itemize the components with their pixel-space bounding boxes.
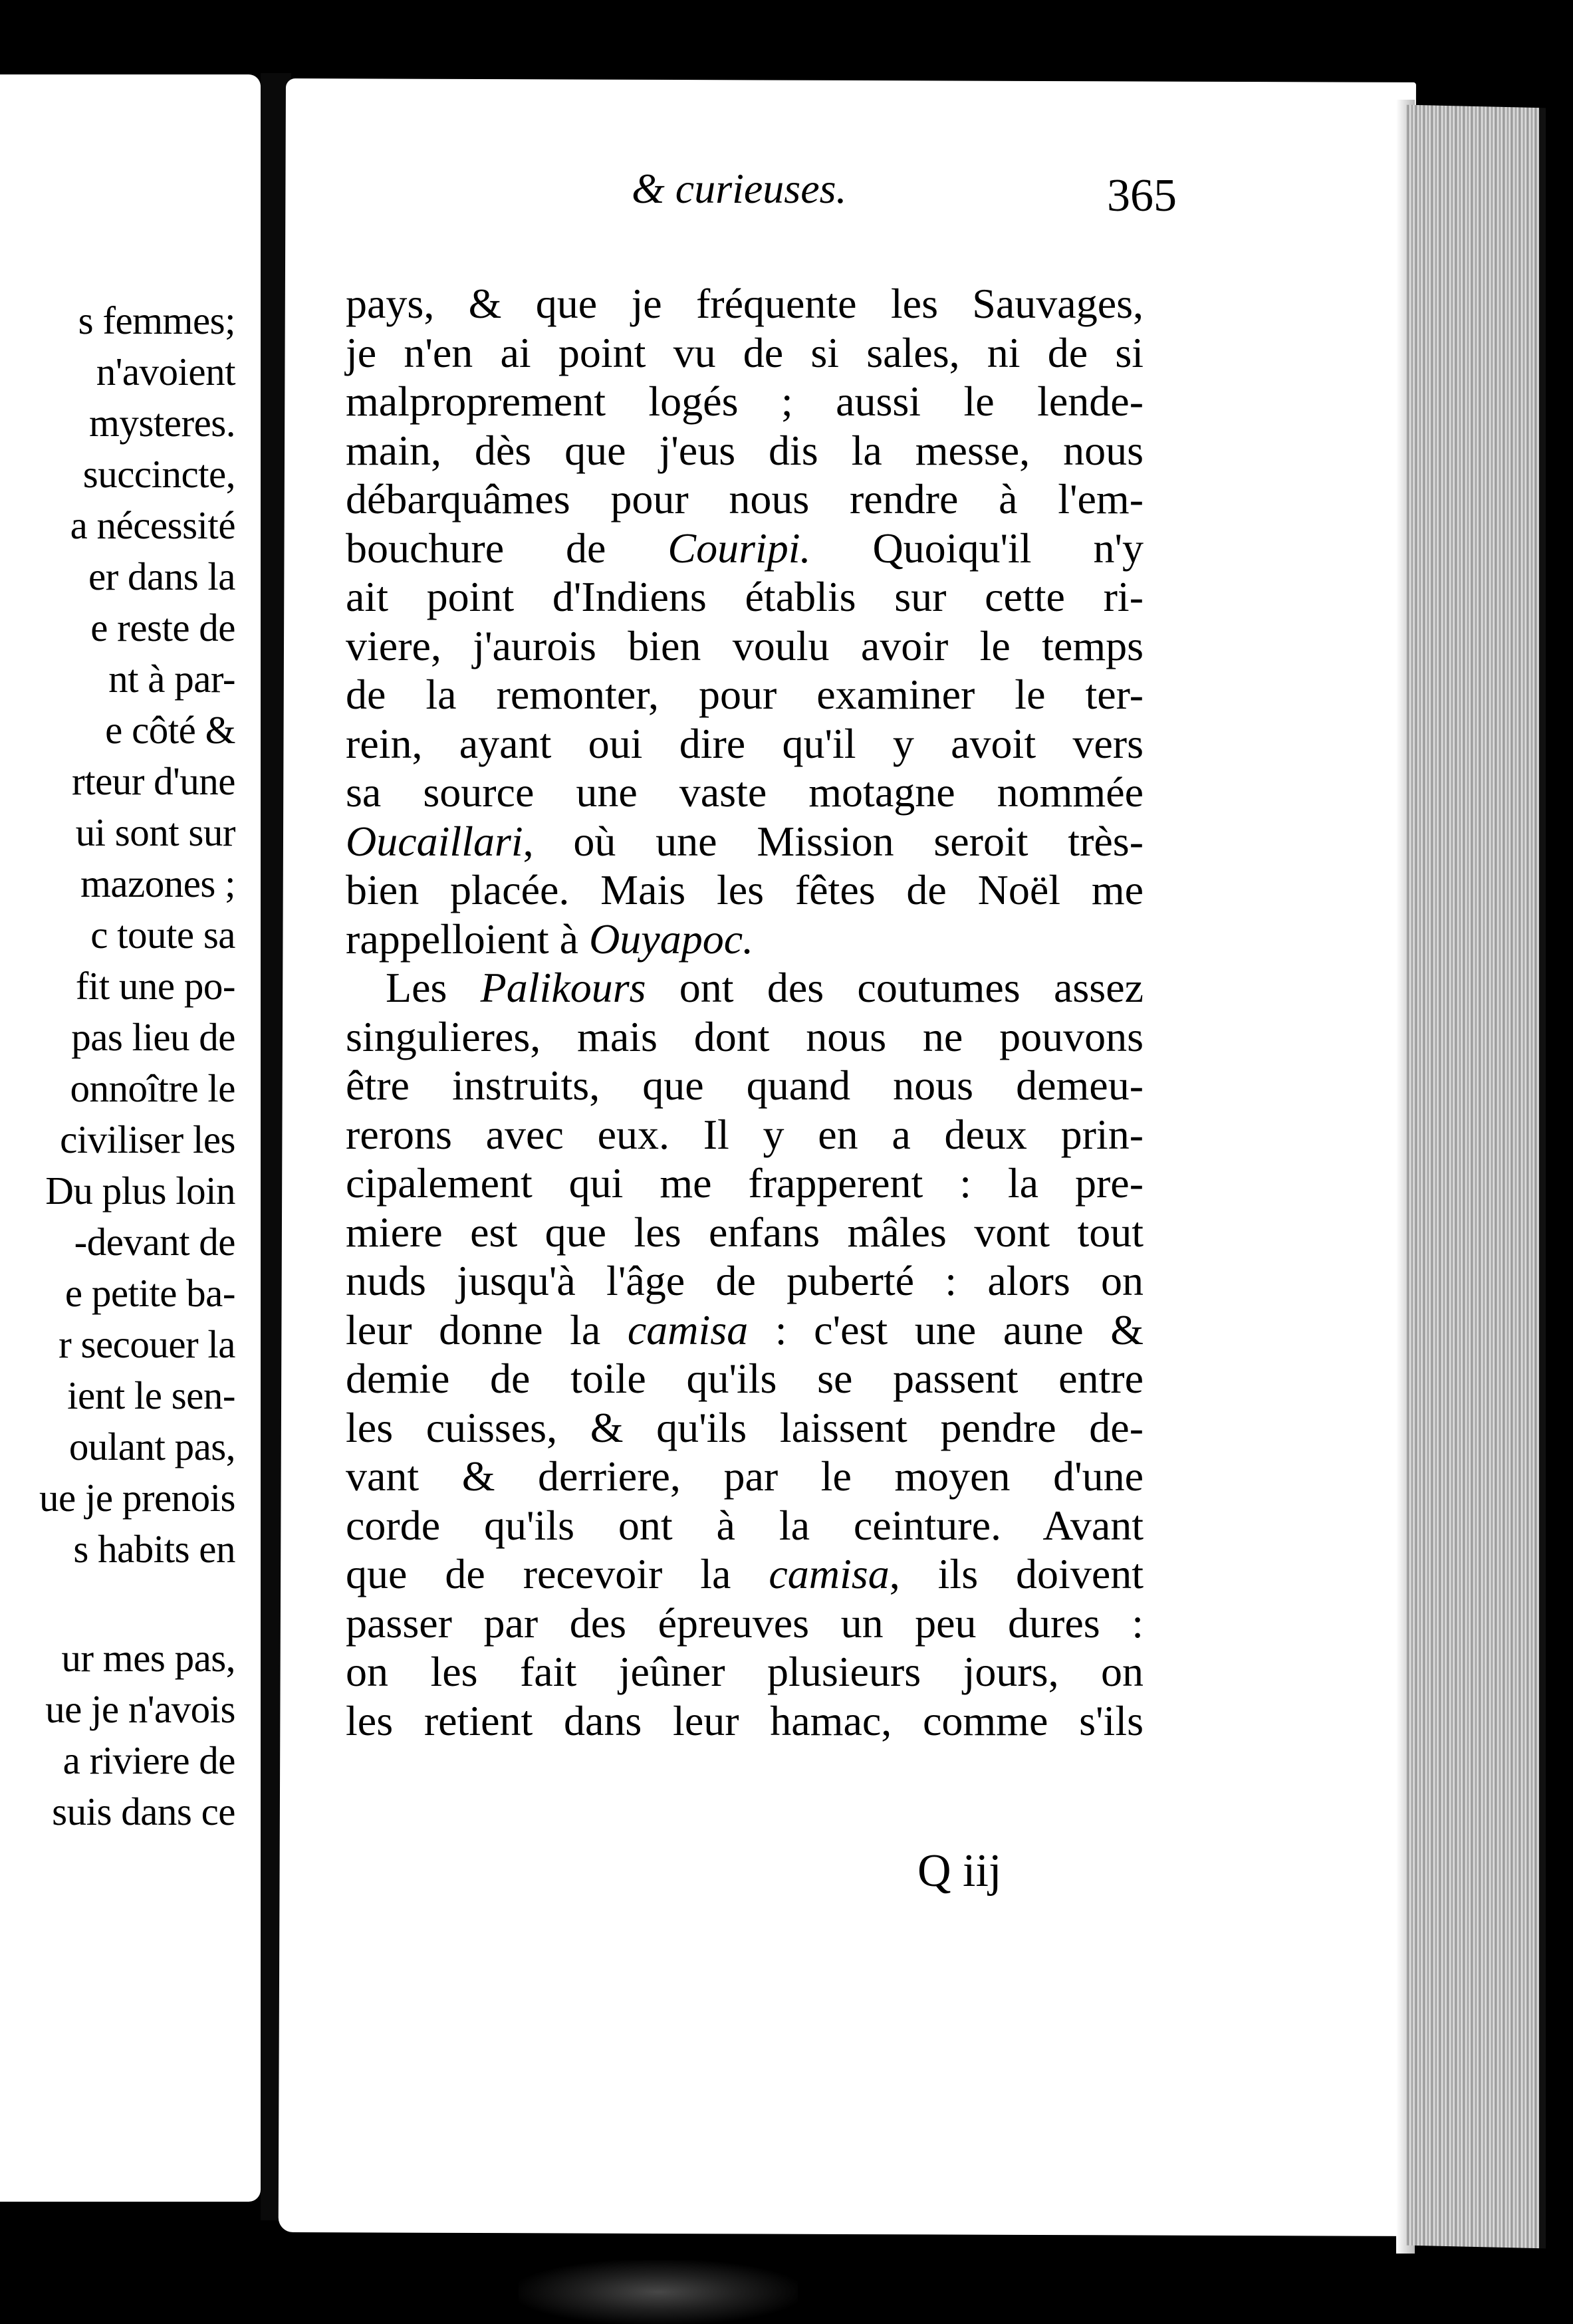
left-page-line: fit une po- [75, 964, 235, 1008]
page-header [346, 156, 1230, 229]
text-line: Oucaillari, où une Mission seroit très- [346, 817, 1144, 865]
left-page-line: suis dans ce [52, 1790, 235, 1833]
left-page-line: onnoître le [70, 1066, 235, 1110]
left-page-line: a nécessité [70, 503, 235, 547]
text-line: singulieres, mais dont nous ne pouvons [346, 1012, 1144, 1060]
text-line: rerons avec eux. Il y en a deux prin- [346, 1110, 1144, 1158]
text-line: rappelloient à Ouyapoc. [346, 915, 754, 963]
left-page-line: c toute sa [90, 913, 235, 957]
text-line: cipalement qui me frapperent : la pre- [346, 1159, 1144, 1207]
left-page-line: ue je prenois [39, 1476, 235, 1520]
text-line: que de recevoir la camisa, ils doivent [346, 1550, 1144, 1597]
paragraph-start-line: Les Palikours ont des coutumes assez [386, 964, 1144, 1011]
text-line: je n'en ai point vu de si sales, ni de si [346, 328, 1144, 376]
left-page-line: a riviere de [62, 1738, 235, 1782]
text-line: viere, j'aurois bien voulu avoir le temps [346, 622, 1144, 669]
left-page-line: n'avoient [96, 350, 235, 394]
text-line: de la remonter, pour examiner le ter- [346, 671, 1144, 718]
left-page-line: nt à par- [108, 657, 235, 701]
text-line: bouchure de Couripi. Quoiqu'il n'y [346, 524, 1144, 572]
page-number: 365 [1107, 170, 1177, 221]
fore-edge-page-stack [1406, 105, 1546, 2249]
text-line: passer par des épreuves un peu dures : [346, 1599, 1144, 1647]
text-line: rein, ayant oui dire qu'il y avoit vers [346, 719, 1144, 767]
left-page-line: ue je n'avois [45, 1687, 235, 1731]
text-line: bien placée. Mais les fêtes de Noël me [346, 866, 1144, 913]
signature-mark: Q iij [917, 1845, 1002, 1897]
facing-left-page [0, 74, 261, 2202]
text-line: miere est que les enfans mâles vont tout [346, 1208, 1144, 1256]
left-page-line: s femmes; [78, 298, 235, 342]
left-page-line: Du plus loin [45, 1169, 235, 1213]
body-text [346, 279, 1144, 1745]
left-page-line: oulant pas, [68, 1425, 235, 1468]
text-line: malproprement logés ; aussi le lende- [346, 378, 1144, 425]
left-page-line: s habits en [73, 1527, 235, 1571]
text-line: pays, & que je fréquente les Sauvages, [346, 280, 1144, 327]
text-line: corde qu'ils ont à la ceinture. Avant [346, 1501, 1144, 1549]
left-page-line: rteur d'une [72, 759, 235, 803]
text-line: sa source une vaste motagne nommée [346, 768, 1144, 816]
left-page-line: ur mes pas, [61, 1636, 235, 1680]
text-line: on les fait jeûner plusieurs jours, on [346, 1648, 1144, 1695]
left-page-line: -devant de [74, 1220, 235, 1264]
left-page-line: mysteres. [89, 401, 235, 445]
text-line: débarquâmes pour nous rendre à l'em- [346, 475, 1144, 523]
text-line: leur donne la camisa : c'est une aune & [346, 1306, 1144, 1353]
left-page-line: r secouer la [59, 1322, 235, 1366]
left-page-line: er dans la [88, 554, 235, 598]
left-page-line: pas lieu de [71, 1015, 235, 1059]
text-line: être instruits, que quand nous demeu- [346, 1062, 1144, 1109]
text-line: nuds jusqu'à l'âge de puberté : alors on [346, 1257, 1144, 1304]
left-page-line: e côté & [105, 708, 235, 752]
left-page-line: succincte, [82, 452, 235, 496]
running-title: & curieuses. [632, 165, 847, 212]
left-page-line: e petite ba- [64, 1271, 235, 1315]
left-page-line: mazones ; [80, 862, 235, 905]
text-line: les retient dans leur hamac, comme s'ils [346, 1696, 1144, 1744]
left-page-line: ui sont sur [75, 810, 235, 854]
left-page-line: civiliser les [60, 1117, 235, 1161]
text-line: ait point d'Indiens établis sur cette ri- [346, 573, 1144, 620]
text-line: les cuisses, & qu'ils laissent pendre de- [346, 1403, 1144, 1451]
text-line: main, dès que j'eus dis la messe, nous [346, 426, 1144, 474]
text-line: demie de toile qu'ils se passent entre [346, 1355, 1144, 1402]
left-page-line: ient le sen- [67, 1373, 235, 1417]
left-page-line: e reste de [90, 606, 235, 649]
scan-shadow [519, 2260, 798, 2324]
text-line: vant & derriere, par le moyen d'une [346, 1452, 1144, 1500]
